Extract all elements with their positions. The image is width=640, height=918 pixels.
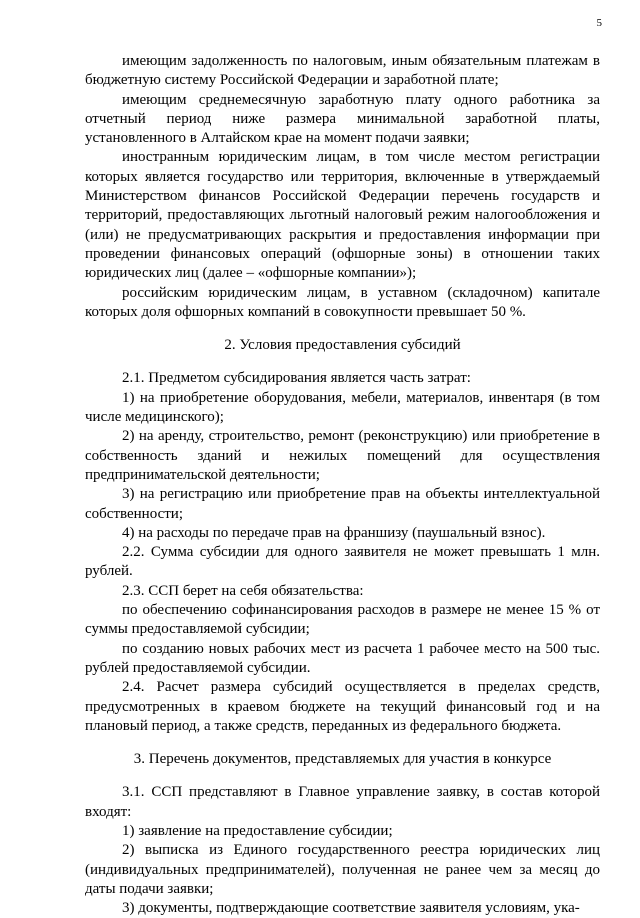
paragraph: 2.1. Предметом субсидирования является часть затрат:: [122, 370, 471, 387]
paragraph: имеющим задолженность по налоговым, иным обязательным платежам в бюджетную систему Российской Федерации и заработной плате;: [85, 53, 600, 89]
paragraph: российским юридическим лицам, в уставном (складочном) капитале которых доля офшорных компаний в совокупности превышает 50 %.: [85, 284, 600, 320]
paragraph: по обеспечению софинансирования расходов в размере не менее 15 % от суммы предоставляемой субсидии;: [85, 602, 600, 638]
page-number: 5: [596, 17, 602, 29]
paragraph: 3) документы, подтверждающие соответствие заявителя условиям, ука-: [122, 900, 580, 917]
paragraph: 2.4. Расчет размера субсидий осуществляется в пределах средств, предусмотренных в краевом бюджете на текущий финансовый год и на плановый период, а также средств, переданных из федерального бюджета.: [85, 679, 600, 734]
paragraph: иностранным юридическим лицам, в том числе местом регистрации которых является государство или территория, включенные в утверждаемый Министерством финансов Российской Федерации перечень государств и территорий, предоставляющих льготный налоговый режим налогообложения и (или) не предусматривающих раскрытия и предоставления информации при проведении финансовых операций (офшорные зоны) в отношении таких юридических лиц (далее – «офшорные компании»);: [85, 149, 600, 282]
document-body: [85, 52, 600, 918]
paragraph: 2) выписка из Единого государственного реестра юридических лиц (индивидуальных предпринимателей), полученная не ранее чем за месяц до даты подачи заявки;: [85, 842, 600, 897]
paragraph: 2.3. ССП берет на себя обязательства:: [122, 582, 364, 599]
paragraph: 2.2. Сумма субсидии для одного заявителя не может превышать 1 млн. рублей.: [85, 544, 600, 580]
section-heading: 2. Условия предоставления субсидий: [224, 337, 461, 354]
section-heading: 3. Перечень документов, представляемых для участия в конкурсе: [133, 751, 552, 768]
paragraph: 4) на расходы по передаче прав на франшизу (паушальный взнос).: [122, 524, 546, 541]
paragraph: 2) на аренду, строительство, ремонт (реконструкцию) или приобретение в собственность зданий и нежилых помещений для осуществления предпринимательской деятельности;: [85, 428, 600, 483]
paragraph: по созданию новых рабочих мест из расчета 1 рабочее место на 500 тыс. рублей предоставляемой субсидии.: [85, 640, 600, 676]
paragraph: имеющим среднемесячную заработную плату одного работника за отчетный период ниже размера минимальной заработной платы, установленного в Алтайском крае на момент подачи заявки;: [85, 91, 600, 147]
paragraph: 1) на приобретение оборудования, мебели, материалов, инвентаря (в том числе медицинского);: [85, 389, 600, 426]
paragraph: 3) на регистрацию или приобретение прав на объекты интеллектуальной собственности;: [85, 486, 600, 522]
paragraph: 1) заявление на предоставление субсидии;: [122, 822, 393, 839]
paragraph: 3.1. ССП представляют в Главное управление заявку, в состав которой входят:: [85, 784, 600, 820]
